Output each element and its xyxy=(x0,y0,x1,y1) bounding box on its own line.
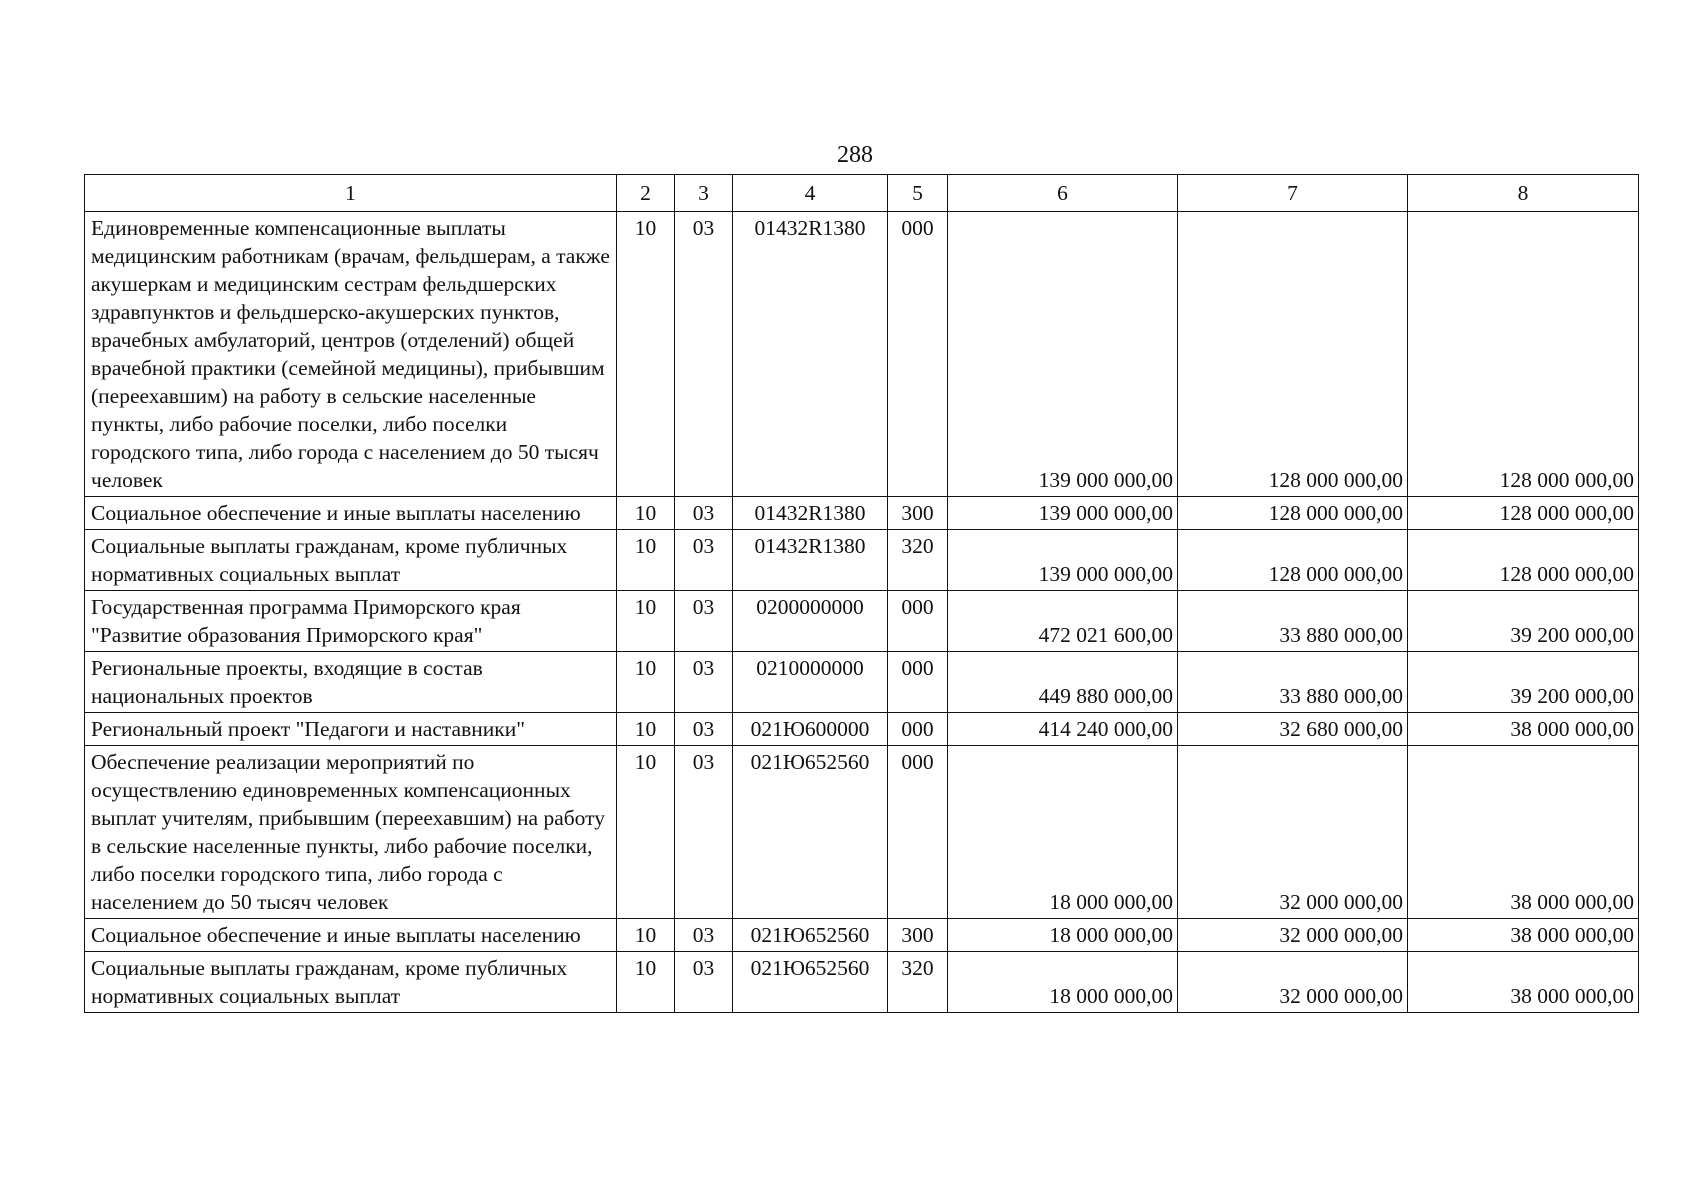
cell-amount-6: 139 000 000,00 xyxy=(948,497,1178,530)
cell-section: 10 xyxy=(617,212,675,497)
cell-subsection: 03 xyxy=(675,919,733,952)
page-number: 288 xyxy=(837,142,873,168)
header-col-2: 2 xyxy=(617,175,675,212)
cell-amount-8: 39 200 000,00 xyxy=(1408,652,1639,713)
cell-amount-8: 128 000 000,00 xyxy=(1408,497,1639,530)
cell-expense-type: 320 xyxy=(888,952,948,1013)
cell-subsection: 03 xyxy=(675,212,733,497)
cell-amount-6: 139 000 000,00 xyxy=(948,530,1178,591)
header-row xyxy=(85,175,1639,212)
cell-subsection: 03 xyxy=(675,952,733,1013)
cell-amount-6: 449 880 000,00 xyxy=(948,652,1178,713)
cell-amount-8: 38 000 000,00 xyxy=(1408,713,1639,746)
row-name: Социальные выплаты гражданам, кроме публичных нормативных социальных выплат xyxy=(85,952,617,1013)
table-row xyxy=(85,746,1639,919)
cell-subsection: 03 xyxy=(675,591,733,652)
cell-amount-6: 18 000 000,00 xyxy=(948,952,1178,1013)
cell-amount-7: 33 880 000,00 xyxy=(1178,652,1408,713)
cell-section: 10 xyxy=(617,952,675,1013)
cell-target-code: 0200000000 xyxy=(733,591,888,652)
table-row xyxy=(85,497,1639,530)
table-row xyxy=(85,212,1639,497)
cell-amount-7: 32 680 000,00 xyxy=(1178,713,1408,746)
cell-amount-7: 32 000 000,00 xyxy=(1178,746,1408,919)
cell-amount-6: 414 240 000,00 xyxy=(948,713,1178,746)
cell-section: 10 xyxy=(617,652,675,713)
cell-amount-7: 128 000 000,00 xyxy=(1178,497,1408,530)
header-col-1: 1 xyxy=(85,175,617,212)
cell-section: 10 xyxy=(617,591,675,652)
cell-target-code: 021Ю652560 xyxy=(733,952,888,1013)
cell-amount-6: 472 021 600,00 xyxy=(948,591,1178,652)
cell-subsection: 03 xyxy=(675,746,733,919)
table-row xyxy=(85,713,1639,746)
cell-target-code: 01432R1380 xyxy=(733,212,888,497)
cell-section: 10 xyxy=(617,919,675,952)
cell-subsection: 03 xyxy=(675,530,733,591)
cell-amount-7: 32 000 000,00 xyxy=(1178,919,1408,952)
row-name: Социальное обеспечение и иные выплаты населению xyxy=(85,497,617,530)
cell-section: 10 xyxy=(617,530,675,591)
cell-target-code: 021Ю652560 xyxy=(733,919,888,952)
cell-amount-6: 18 000 000,00 xyxy=(948,746,1178,919)
cell-amount-8: 38 000 000,00 xyxy=(1408,919,1639,952)
row-name: Региональные проекты, входящие в состав национальных проектов xyxy=(85,652,617,713)
cell-amount-7: 32 000 000,00 xyxy=(1178,952,1408,1013)
cell-target-code: 021Ю652560 xyxy=(733,746,888,919)
cell-amount-7: 128 000 000,00 xyxy=(1178,530,1408,591)
cell-amount-6: 18 000 000,00 xyxy=(948,919,1178,952)
cell-subsection: 03 xyxy=(675,652,733,713)
cell-section: 10 xyxy=(617,713,675,746)
cell-target-code: 0210000000 xyxy=(733,652,888,713)
table-row xyxy=(85,652,1639,713)
cell-expense-type: 000 xyxy=(888,652,948,713)
cell-section: 10 xyxy=(617,497,675,530)
cell-expense-type: 000 xyxy=(888,713,948,746)
cell-expense-type: 320 xyxy=(888,530,948,591)
header-col-3: 3 xyxy=(675,175,733,212)
cell-amount-8: 38 000 000,00 xyxy=(1408,952,1639,1013)
header-col-4: 4 xyxy=(733,175,888,212)
cell-section: 10 xyxy=(617,746,675,919)
cell-amount-8: 38 000 000,00 xyxy=(1408,746,1639,919)
row-name: Социальное обеспечение и иные выплаты населению xyxy=(85,919,617,952)
cell-expense-type: 000 xyxy=(888,212,948,497)
cell-expense-type: 000 xyxy=(888,746,948,919)
cell-expense-type: 300 xyxy=(888,919,948,952)
table-row xyxy=(85,591,1639,652)
header-col-5: 5 xyxy=(888,175,948,212)
table-row xyxy=(85,919,1639,952)
table-row xyxy=(85,952,1639,1013)
cell-amount-8: 128 000 000,00 xyxy=(1408,530,1639,591)
header-col-7: 7 xyxy=(1178,175,1408,212)
header-col-8: 8 xyxy=(1408,175,1639,212)
cell-expense-type: 300 xyxy=(888,497,948,530)
table-row xyxy=(85,530,1639,591)
cell-subsection: 03 xyxy=(675,497,733,530)
row-name: Региональный проект "Педагоги и наставники" xyxy=(85,713,617,746)
row-name: Обеспечение реализации мероприятий по осуществлению единовременных компенсационных выплат учителям, прибывшим (переехавшим) на работу в сельские населенные пункты, либо рабочие поселки, либо поселки городского типа, либо города с населением до 50 тысяч человек xyxy=(85,746,617,919)
cell-target-code: 021Ю600000 xyxy=(733,713,888,746)
cell-target-code: 01432R1380 xyxy=(733,530,888,591)
cell-subsection: 03 xyxy=(675,713,733,746)
cell-amount-8: 39 200 000,00 xyxy=(1408,591,1639,652)
budget-table xyxy=(84,174,1639,1013)
cell-amount-8: 128 000 000,00 xyxy=(1408,212,1639,497)
cell-target-code: 01432R1380 xyxy=(733,497,888,530)
cell-expense-type: 000 xyxy=(888,591,948,652)
row-name: Единовременные компенсационные выплаты медицинским работникам (врачам, фельдшерам, а также акушеркам и медицинским сестрам фельдшерских здравпунктов и фельдшерско-акушерских пунктов, врачебных амбулаторий, центров (отделений) общей врачебной практики (семейной медицины), прибывшим (переехавшим) на работу в сельские населенные пункты, либо рабочие поселки, либо поселки городского типа, либо города с населением до 50 тысяч человек xyxy=(85,212,617,497)
row-name: Социальные выплаты гражданам, кроме публичных нормативных социальных выплат xyxy=(85,530,617,591)
header-col-6: 6 xyxy=(948,175,1178,212)
row-name: Государственная программа Приморского края "Развитие образования Приморского края" xyxy=(85,591,617,652)
cell-amount-7: 128 000 000,00 xyxy=(1178,212,1408,497)
cell-amount-6: 139 000 000,00 xyxy=(948,212,1178,497)
cell-amount-7: 33 880 000,00 xyxy=(1178,591,1408,652)
